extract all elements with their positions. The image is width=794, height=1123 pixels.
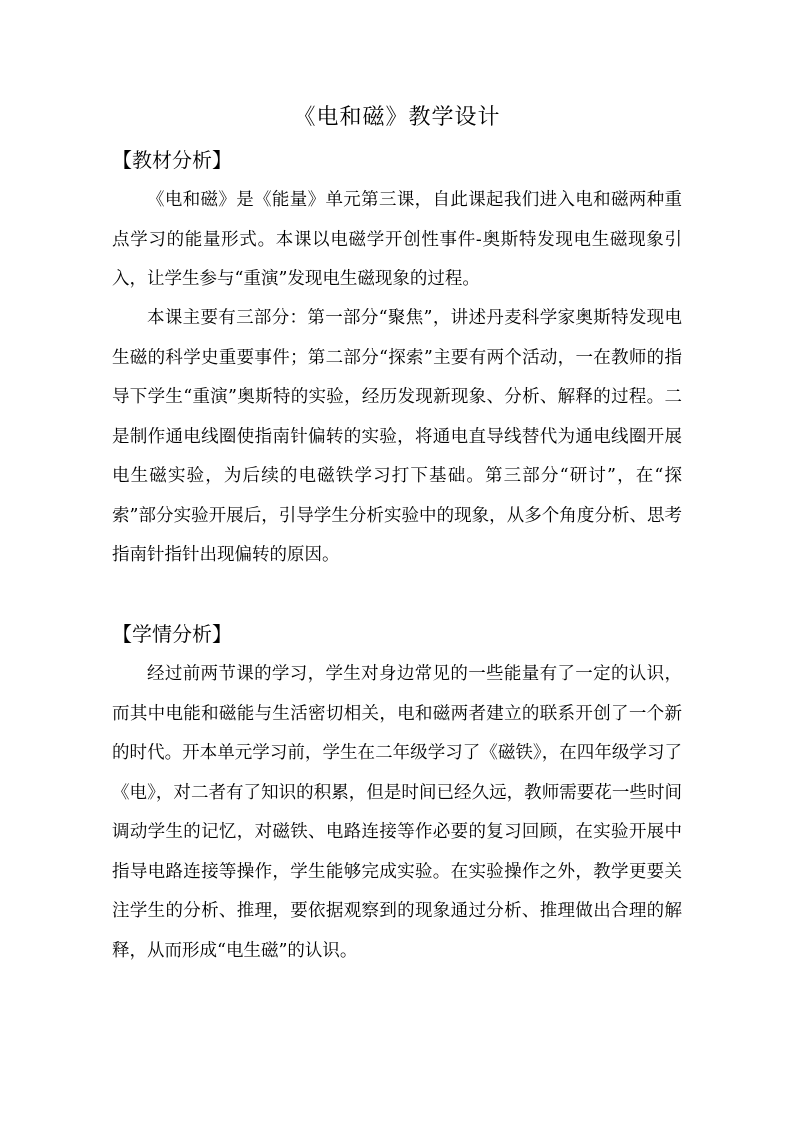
section-heading-student-analysis: 【学情分析】 xyxy=(112,622,232,646)
section-paragraph: 《电和磁》是《能量》单元第三课，自此课起我们进入电和磁两种重点学习的能量形式。本课以电磁学开创性事件-奥斯特发现电生磁现象引入，让学生参与“重演”发现电生磁现象的过程。 xyxy=(112,190,682,289)
document-title: 《电和磁》教学设计 xyxy=(293,105,501,130)
section-heading-textbook-analysis: 【教材分析】 xyxy=(112,148,232,172)
section-paragraph: 经过前两节课的学习，学生对身边常见的一些能量有了一定的认识，而其中电能和磁能与生活密切相关，电和磁两者建立的联系开创了一个新的时代。开本单元学习前，学生在二年级学习了《磁铁》，在四年级学习了《电》，对二者有了知识的积累，但是时间已经久远，教师需要花一些时间调动学生的记忆，对磁铁、电路连接等作必要的复习回顾，在实验开展中指导电路连接等操作，学生能够完成实验。在实验操作之外，教学更要关注学生的分析、推理，要依据观察到的现象通过分析、推理做出合理的解释，从而形成“电生磁”的认识。 xyxy=(112,664,682,961)
section-paragraph: 本课主要有三部分：第一部分“聚焦”，讲述丹麦科学家奥斯特发现电生磁的科学史重要事件；第二部分“探索”主要有两个活动，一在教师的指导下学生“重演”奥斯特的实验，经历发现新现象、分析、解释的过程。二是制作通电线圈使指南针偏转的实验，将通电直导线替代为通电线圈开展电生磁实验，为后续的电磁铁学习打下基础。第三部分“研讨”，在“探索”部分实验开展后，引导学生分析实验中的现象，从多个角度分析、思考指南针指针出现偏转的原因。 xyxy=(112,308,682,565)
